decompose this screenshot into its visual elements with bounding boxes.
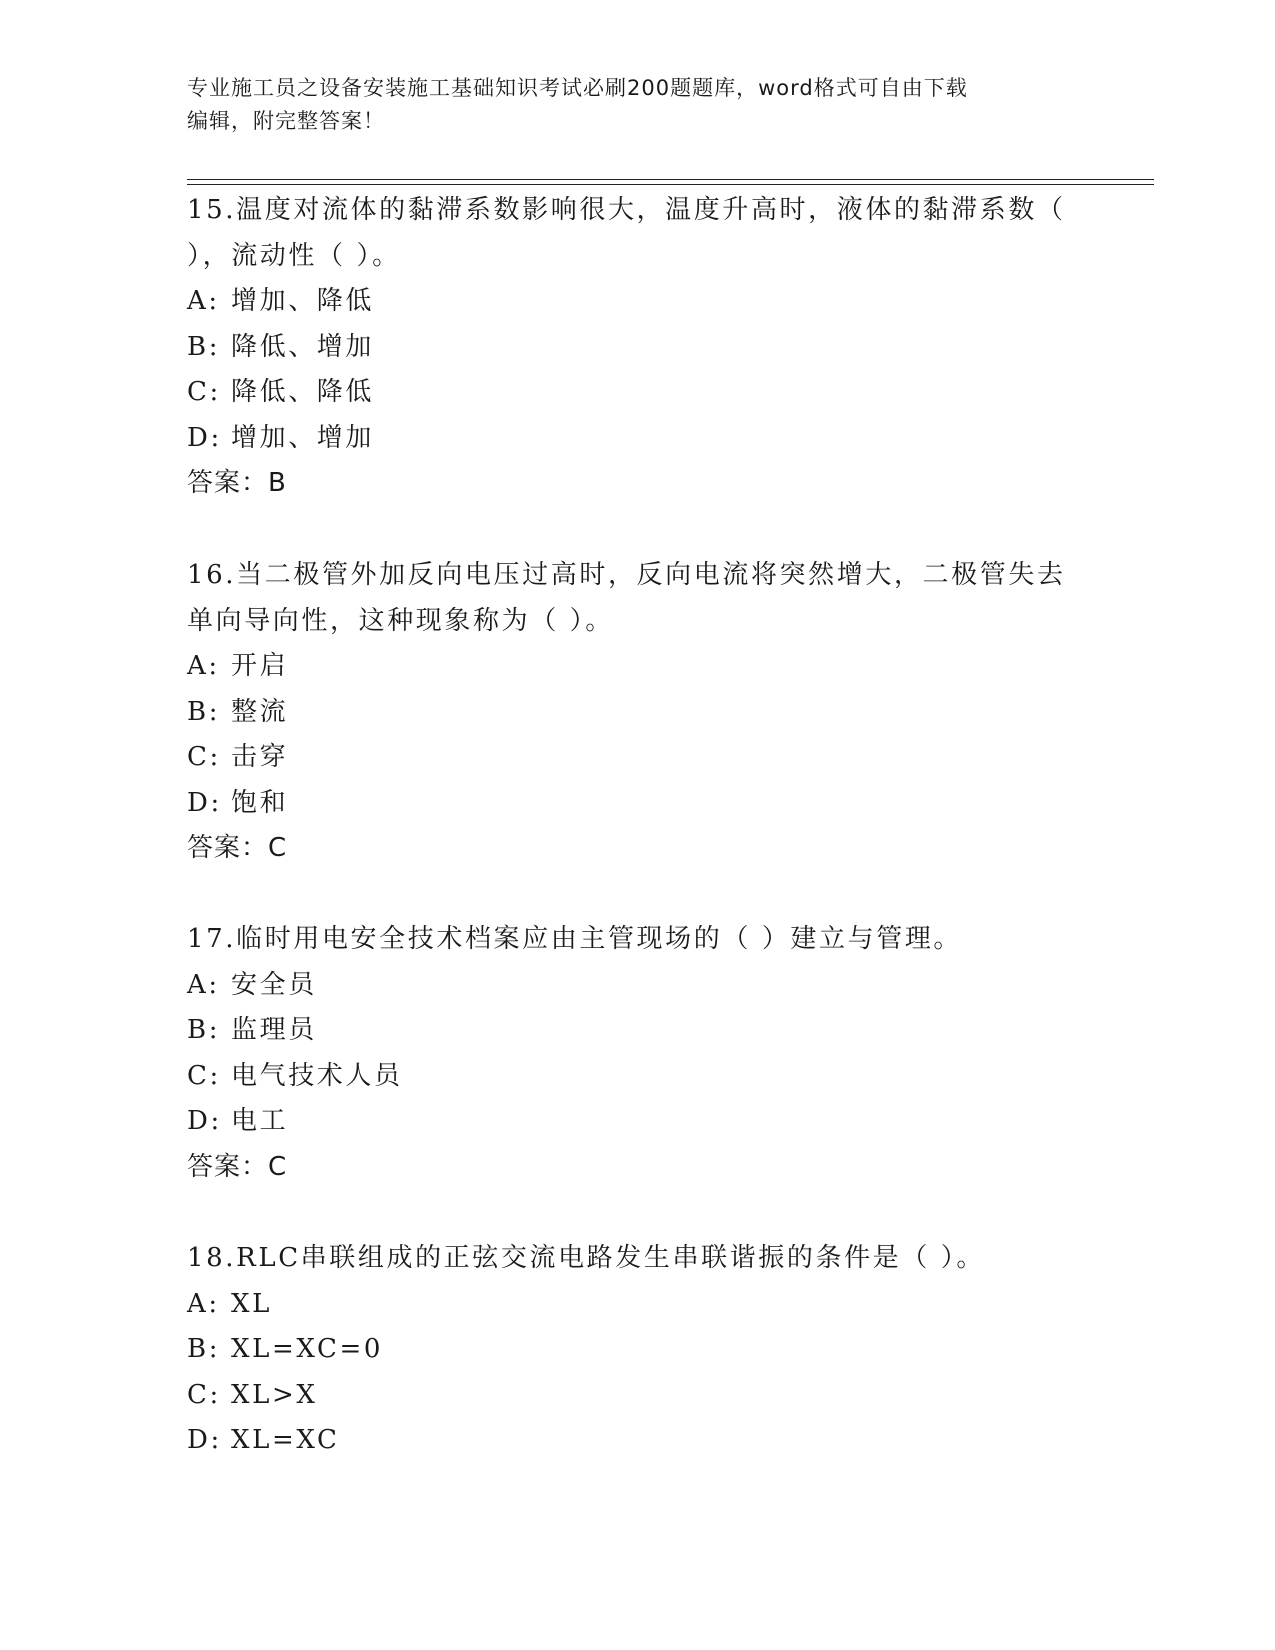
option-text: XL=XC=0 [231, 1334, 384, 1364]
option-d [187, 1418, 1087, 1464]
option-text: 监理员 [231, 1015, 317, 1045]
option-b [187, 1008, 1087, 1054]
option-key: B: [187, 331, 221, 362]
question-stem-line-1: 18.RLC串联组成的正弦交流电路发生串联谐振的条件是（ ）。 [187, 1243, 985, 1273]
option-a [187, 963, 1087, 1009]
header-divider-thick [187, 179, 1154, 180]
option-text: 增加、降低 [231, 286, 375, 316]
header-title-line-2: 编辑，附完整答案！ [187, 109, 385, 133]
question-stem-line-1: 16.当二极管外加反向电压过高时，反向电流将突然增大，二极管失去 [187, 560, 1066, 590]
answer-line: 答案：C [187, 833, 288, 863]
header-divider-thin [187, 184, 1154, 185]
option-a [187, 279, 1087, 325]
option-key: C: [187, 1379, 221, 1410]
option-text: 安全员 [231, 969, 317, 1000]
option-b [187, 1327, 1087, 1373]
option-key: B: [187, 1334, 221, 1364]
option-key: D: [187, 787, 222, 818]
option-text: 饱和 [231, 787, 289, 818]
option-c [187, 370, 1087, 416]
option-text: 电工 [231, 1106, 289, 1136]
option-text: 电气技术人员 [231, 1060, 403, 1091]
option-c [187, 1054, 1087, 1100]
option-text: 增加、增加 [231, 422, 375, 453]
option-text: 降低、降低 [231, 377, 375, 407]
option-key: B: [187, 696, 221, 727]
question-18 [187, 1236, 1087, 1464]
answer-line: 答案：B [187, 468, 287, 498]
document-header [187, 72, 1087, 138]
option-text: 开启 [231, 651, 289, 681]
option-key: D: [187, 1106, 222, 1136]
question-16 [187, 553, 1087, 872]
option-a [187, 644, 1087, 690]
option-text: 降低、增加 [231, 331, 375, 362]
option-key: C: [187, 377, 221, 407]
option-b [187, 325, 1087, 371]
question-17 [187, 917, 1087, 1190]
question-stem-line-1: 15.温度对流体的黏滞系数影响很大，温度升高时，液体的黏滞系数（ [187, 195, 1066, 225]
option-key: C: [187, 742, 221, 772]
question-stem-line-1: 17.临时用电安全技术档案应由主管现场的（ ）建立与管理。 [187, 924, 963, 954]
option-b [187, 690, 1087, 736]
question-15 [187, 188, 1087, 507]
header-title-line-1: 专业施工员之设备安装施工基础知识考试必刷200题题库，word格式可自由下载 [187, 76, 968, 100]
option-text: 击穿 [231, 742, 289, 772]
question-stem-line-2: ），流动性（ ）。 [187, 240, 401, 271]
option-key: D: [187, 1425, 222, 1455]
option-d [187, 416, 1087, 462]
option-c [187, 735, 1087, 781]
option-text: 整流 [231, 696, 289, 727]
option-key: A: [187, 651, 220, 681]
option-text: XL [231, 1288, 272, 1319]
option-d [187, 1099, 1087, 1145]
option-text: XL=XC [231, 1425, 340, 1455]
option-d [187, 781, 1087, 827]
option-c [187, 1373, 1087, 1419]
answer-line: 答案：C [187, 1151, 288, 1182]
option-key: D: [187, 422, 222, 453]
option-key: A: [187, 969, 220, 1000]
option-key: B: [187, 1015, 221, 1045]
option-key: A: [187, 286, 220, 316]
question-stem-line-2: 单向导向性，这种现象称为（ ）。 [187, 605, 614, 636]
option-key: A: [187, 1288, 220, 1319]
option-a [187, 1282, 1087, 1328]
option-key: C: [187, 1060, 221, 1091]
option-text: XL>X [231, 1379, 318, 1410]
